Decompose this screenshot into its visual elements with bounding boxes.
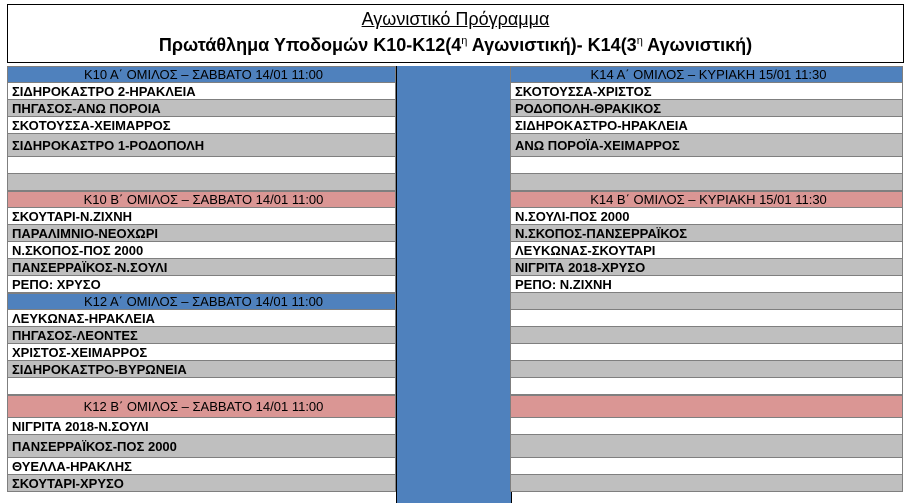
match-row [510,378,903,395]
match-row [510,344,903,361]
match-row: ΠΑΡΑΛΙΜΝΙΟ-ΝΕΟΧΩΡΙ [7,225,396,242]
match-row: ΣΚΟΥΤΑΡΙ-Ν.ΖΙΧΝΗ [7,208,396,225]
match-row: Ν.ΣΚΟΠΟΣ-ΠΟΣ 2000 [7,242,396,259]
left-schedule-column [7,66,396,492]
group-header: Κ10 Α΄ ΟΜΙΛΟΣ – ΣΑΒΒΑΤΟ 14/01 11:00 [7,66,396,83]
match-row: ΣΙΔΗΡΟΚΑΣΤΡΟ-ΗΡΑΚΛΕΙΑ [510,117,903,134]
match-row: ΛΕΥΚΩΝΑΣ-ΗΡΑΚΛΕΙΑ [7,310,396,327]
match-row: ΘΥΕΛΛΑ-ΗΡΑΚΛΗΣ [7,458,396,475]
match-row [7,378,396,395]
match-row: ΛΕΥΚΩΝΑΣ-ΣΚΟΥΤΑΡΙ [510,242,903,259]
match-row [510,435,903,458]
match-row [510,361,903,378]
group-header: Κ14 Β΄ ΟΜΙΛΟΣ – ΚΥΡΙΑΚΗ 15/01 11:30 [510,191,903,208]
match-row: ΠΑΝΣΕΡΡΑΪΚΟΣ-Ν.ΣΟΥΛΙ [7,259,396,276]
group-header [510,395,903,418]
match-row: ΡΕΠΟ: Ν.ΖΙΧΝΗ [510,276,903,293]
match-row: ΧΡΙΣΤΟΣ-ΧΕΙΜΑΡΡΟΣ [7,344,396,361]
match-row: ΝΙΓΡΙΤΑ 2018-Ν.ΣΟΥΛΙ [7,418,396,435]
match-row: ΡΕΠΟ: ΧΡΥΣΟ [7,276,396,293]
group-header: Κ10 Β΄ ΟΜΙΛΟΣ – ΣΑΒΒΑΤΟ 14/01 11:00 [7,191,396,208]
match-row [510,310,903,327]
match-row [510,458,903,475]
right-schedule-column [510,66,903,492]
page-title: Αγωνιστικό Πρόγραμμα [361,9,550,29]
match-row: ΣΙΔΗΡΟΚΑΣΤΡΟ-ΒΥΡΩΝΕΙΑ [7,361,396,378]
match-row: Ν.ΣΟΥΛΙ-ΠΟΣ 2000 [510,208,903,225]
match-row [510,293,903,310]
match-row [510,157,903,174]
match-row: ΣΙΔΗΡΟΚΑΣΤΡΟ 2-ΗΡΑΚΛΕΙΑ [7,83,396,100]
schedule-sheet [7,0,904,503]
match-row [7,174,396,191]
page-subtitle [8,30,903,56]
subtitle-sup-1: η [461,35,468,47]
separator-column [396,66,512,503]
match-row: ΠΗΓΑΣΟΣ-ΑΝΩ ΠΟΡΟΙΑ [7,100,396,117]
subtitle-part-1: Πρωτάθλημα Υποδομών Κ10-Κ12(4 [158,35,462,55]
match-row [7,157,396,174]
group-header: Κ12 Α΄ ΟΜΙΛΟΣ – ΣΑΒΒΑΤΟ 14/01 11:00 [7,293,396,310]
match-row: ΣΚΟΥΤΑΡΙ-ΧΡΥΣΟ [7,475,396,492]
title-block [7,4,904,63]
match-row: ΣΚΟΤΟΥΣΣΑ-ΧΕΙΜΑΡΡΟΣ [7,117,396,134]
group-header: Κ14 Α΄ ΟΜΙΛΟΣ – ΚΥΡΙΑΚΗ 15/01 11:30 [510,66,903,83]
match-row: ΣΚΟΤΟΥΣΣΑ-ΧΡΙΣΤΟΣ [510,83,903,100]
subtitle-part-3: Αγωνιστική) [642,35,753,55]
match-row: ΝΙΓΡΙΤΑ 2018-ΧΡΥΣΟ [510,259,903,276]
match-row: ΠΗΓΑΣΟΣ-ΛΕΟΝΤΕΣ [7,327,396,344]
match-row [510,475,903,492]
subtitle-sup-2: η [636,35,643,47]
subtitle-part-2: Αγωνιστική)- Κ14(3 [467,35,637,55]
match-row: Ν.ΣΚΟΠΟΣ-ΠΑΝΣΕΡΡΑΪΚΟΣ [510,225,903,242]
match-row: ΣΙΔΗΡΟΚΑΣΤΡΟ 1-ΡΟΔΟΠΟΛΗ [7,134,396,157]
match-row [510,174,903,191]
match-row: ΑΝΩ ΠΟΡΟΪΑ-ΧΕΙΜΑΡΡΟΣ [510,134,903,157]
match-row: ΠΑΝΣΕΡΡΑΪΚΟΣ-ΠΟΣ 2000 [7,435,396,458]
match-row [510,418,903,435]
match-row [510,327,903,344]
match-row: ΡΟΔΟΠΟΛΗ-ΘΡΑΚΙΚΟΣ [510,100,903,117]
group-header: Κ12 Β΄ ΟΜΙΛΟΣ – ΣΑΒΒΑΤΟ 14/01 11:00 [7,395,396,418]
